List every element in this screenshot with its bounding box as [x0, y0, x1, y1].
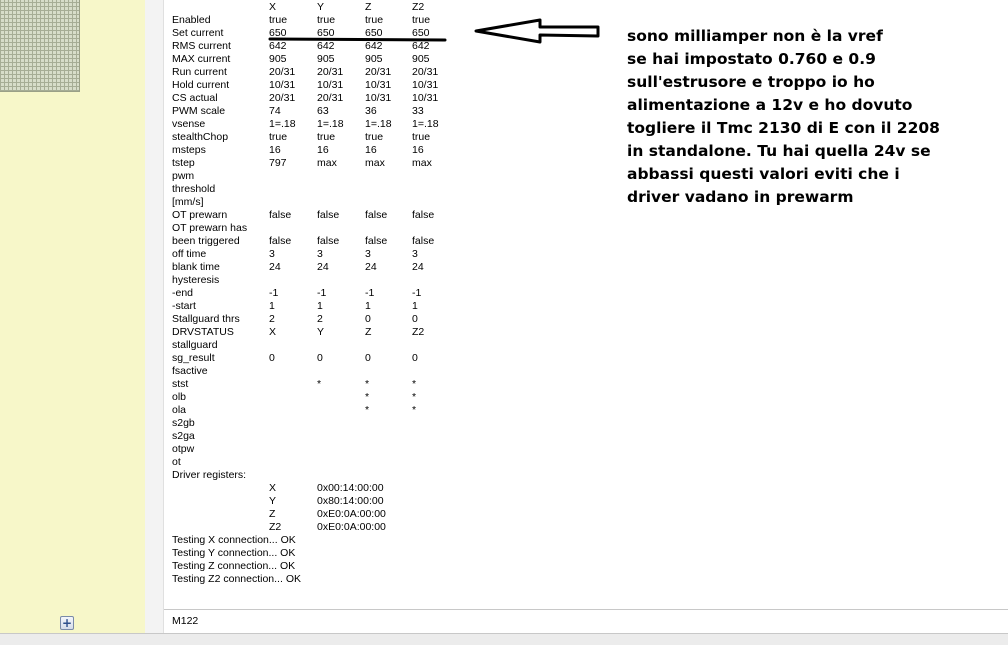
row-value: 16 [269, 144, 281, 156]
row-value: * [365, 404, 370, 416]
row-value: false [412, 235, 435, 247]
row-value: 650 [269, 27, 287, 39]
row-label: s2ga [172, 430, 195, 442]
row-value: 650 [365, 27, 383, 39]
row-value: 10/31 [269, 79, 296, 91]
row-value: false [365, 235, 388, 247]
row-value: 0 [412, 352, 418, 364]
row-value: false [412, 209, 435, 221]
row-value: X [269, 326, 277, 338]
row-value: Z2 [412, 326, 425, 338]
row-value: 650 [317, 27, 335, 39]
row-label: DRVSTATUS [172, 326, 234, 338]
row-value: -1 [412, 287, 422, 299]
row-value: false [365, 209, 388, 221]
row-label: pwm [172, 170, 195, 182]
row-label: -end [172, 287, 194, 299]
arrow-shape [476, 20, 598, 42]
row-value: false [269, 235, 292, 247]
row-value: 10/31 [317, 79, 344, 91]
row-label: msteps [172, 144, 206, 156]
note-line: se hai impostato 0.760 e 0.9 [627, 50, 876, 68]
row-value: 3 [269, 248, 275, 260]
row-value: true [365, 14, 384, 26]
note-line: alimentazione a 12v e ho dovuto [627, 96, 913, 114]
row-value: 642 [269, 40, 287, 52]
row-value: 905 [365, 53, 383, 65]
row-label: MAX current [172, 53, 231, 65]
row-value: 24 [269, 261, 281, 273]
row-label: off time [172, 248, 207, 260]
connection-test-line: Testing X connection... OK [172, 534, 296, 546]
row-label: Enabled [172, 14, 211, 26]
row-value: 10/31 [412, 79, 439, 91]
header-axis-cell: Y [317, 1, 325, 13]
row-label: sg_result [172, 352, 215, 364]
row-value: Y [317, 326, 325, 338]
register-axis: Z [269, 508, 276, 520]
row-value: 16 [412, 144, 424, 156]
row-label: been triggered [172, 235, 240, 247]
row-value: 24 [412, 261, 424, 273]
row-value: true [269, 131, 288, 143]
row-label: CS actual [172, 92, 218, 104]
row-value: 905 [269, 53, 287, 65]
row-value: 63 [317, 105, 329, 117]
row-value: max [365, 157, 385, 169]
registers-title: Driver registers: [172, 469, 247, 481]
row-value: false [269, 209, 292, 221]
row-value: 16 [365, 144, 377, 156]
row-label: stst [172, 378, 189, 390]
row-value: * [365, 391, 370, 403]
register-value: 0x00:14:00:00 [317, 482, 384, 494]
row-label: OT prewarn [172, 209, 228, 221]
row-value: * [365, 378, 370, 390]
register-value: 0xE0:0A:00:00 [317, 521, 386, 533]
row-value: 36 [365, 105, 377, 117]
row-value: 642 [365, 40, 383, 52]
row-value: * [412, 404, 417, 416]
row-value: -1 [365, 287, 375, 299]
row-label: stealthChop [172, 131, 229, 143]
row-value: max [412, 157, 432, 169]
row-value: 905 [317, 53, 335, 65]
register-axis: Z2 [269, 521, 282, 533]
row-value: 1=.18 [412, 118, 439, 130]
row-value: 20/31 [269, 92, 296, 104]
row-value: 10/31 [365, 79, 392, 91]
row-value: 2 [269, 313, 275, 325]
row-label: threshold [172, 183, 216, 195]
underline-stroke [270, 39, 445, 40]
row-value: * [412, 391, 417, 403]
row-value: true [365, 131, 384, 143]
row-value: 3 [365, 248, 371, 260]
row-value: true [269, 14, 288, 26]
register-value: 0xE0:0A:00:00 [317, 508, 386, 520]
row-value: 20/31 [317, 66, 344, 78]
connection-test-line: Testing Z connection... OK [172, 560, 296, 572]
row-value: 20/31 [412, 66, 439, 78]
row-value: 74 [269, 105, 281, 117]
row-value: 0 [365, 313, 371, 325]
row-label: stallguard [172, 339, 218, 351]
row-label: [mm/s] [172, 196, 204, 208]
row-value: true [317, 131, 336, 143]
note-line: in standalone. Tu hai quella 24v se [627, 142, 931, 160]
row-label: Stallguard thrs [172, 313, 240, 325]
row-value: -1 [269, 287, 279, 299]
row-value: 10/31 [412, 92, 439, 104]
row-value: 3 [412, 248, 418, 260]
row-value: 1 [269, 300, 275, 312]
row-label: hysteresis [172, 274, 220, 286]
row-value: * [412, 378, 417, 390]
row-label: ola [172, 404, 187, 416]
note-line: abbassi questi valori eviti che i [627, 165, 900, 183]
row-label: fsactive [172, 365, 208, 377]
row-label: Set current [172, 27, 224, 39]
row-label: Hold current [172, 79, 230, 91]
row-value: 1=.18 [365, 118, 392, 130]
row-value: 1=.18 [269, 118, 296, 130]
row-value: false [317, 235, 340, 247]
row-value: 0 [269, 352, 275, 364]
row-value: -1 [317, 287, 327, 299]
header-axis-cell: Z2 [412, 1, 425, 13]
row-label: RMS current [172, 40, 231, 52]
row-value: 24 [317, 261, 329, 273]
row-label: -start [172, 300, 196, 312]
row-value: 10/31 [365, 92, 392, 104]
row-value: true [412, 131, 431, 143]
row-value: 33 [412, 105, 424, 117]
row-value: false [317, 209, 340, 221]
row-value: 650 [412, 27, 430, 39]
note-line: driver vadano in prewarm [627, 188, 854, 206]
note-line: sull'estrusore e troppo io ho [627, 73, 875, 91]
row-value: true [317, 14, 336, 26]
row-label: olb [172, 391, 187, 403]
row-value: 20/31 [317, 92, 344, 104]
note-line: togliere il Tmc 2130 di E con il 2208 [627, 119, 940, 137]
register-value: 0x80:14:00:00 [317, 495, 384, 507]
row-label: s2gb [172, 417, 195, 429]
row-label: vsense [172, 118, 206, 130]
row-value: Z [365, 326, 372, 338]
row-value: 20/31 [269, 66, 296, 78]
row-value: 0 [412, 313, 418, 325]
row-value: 24 [365, 261, 377, 273]
row-value: 905 [412, 53, 430, 65]
row-label: otpw [172, 443, 195, 455]
row-value: * [317, 378, 322, 390]
row-value: 16 [317, 144, 329, 156]
row-label: PWM scale [172, 105, 226, 117]
register-axis: X [269, 482, 277, 494]
header-axis-cell: X [269, 1, 277, 13]
row-label: OT prewarn has [172, 222, 248, 234]
row-value: max [317, 157, 337, 169]
header-axis-cell: Z [365, 1, 372, 13]
add-button[interactable]: + [61, 616, 73, 630]
row-value: 3 [317, 248, 323, 260]
row-label: blank time [172, 261, 220, 273]
note-line: sono milliamper non è la vref [627, 27, 883, 45]
row-value: 2 [317, 313, 323, 325]
row-label: tstep [172, 157, 195, 169]
connection-test-line: Testing Z2 connection... OK [172, 573, 301, 585]
row-label: ot [172, 456, 181, 468]
row-value: 1 [317, 300, 323, 312]
register-axis: Y [269, 495, 277, 507]
row-value: 1 [365, 300, 371, 312]
row-label: Run current [172, 66, 227, 78]
row-value: 1 [412, 300, 418, 312]
row-value: 797 [269, 157, 287, 169]
row-value: 1=.18 [317, 118, 344, 130]
row-value: true [412, 14, 431, 26]
row-value: 642 [412, 40, 430, 52]
row-value: 642 [317, 40, 335, 52]
connection-test-line: Testing Y connection... OK [172, 547, 296, 559]
row-value: 20/31 [365, 66, 392, 78]
command-input[interactable]: M122 [172, 615, 199, 627]
annotation-note [627, 25, 997, 209]
row-value: 0 [365, 352, 371, 364]
row-value: 0 [317, 352, 323, 364]
